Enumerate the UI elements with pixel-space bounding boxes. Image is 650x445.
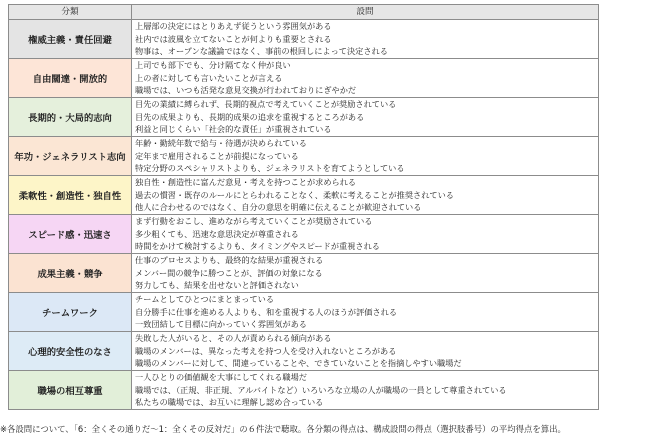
question-item: 目先の業績に縛られず、長期的視点で考えていくことが奨励されている bbox=[135, 99, 397, 109]
questions-cell bbox=[132, 20, 599, 59]
table-row bbox=[9, 371, 599, 410]
table-row bbox=[9, 215, 599, 254]
question-item: 仕事のプロセスよりも、最終的な結果が重視される bbox=[135, 255, 324, 265]
survey-table-container bbox=[8, 4, 598, 410]
header-questions: 設問 bbox=[132, 5, 599, 20]
questions-cell bbox=[132, 137, 599, 176]
question-item: まず行動をおこし、進めながら考えていくことが奨励されている bbox=[135, 216, 373, 226]
questions-cell bbox=[132, 176, 599, 215]
question-item: 努力しても、結果を出せないと評価されない bbox=[135, 280, 299, 291]
question-item: 多少粗くても、迅速な意思決定が尊重される bbox=[135, 228, 299, 239]
table-header-row bbox=[9, 5, 599, 20]
category-cell: チームワーク bbox=[9, 293, 132, 332]
question-item: 独自性・創造性に富んだ意見・考えを持つことが求められる bbox=[135, 177, 357, 187]
table-body bbox=[9, 20, 599, 410]
category-cell: 柔軟性・創造性・独自性 bbox=[9, 176, 132, 215]
category-cell: 自由闊達・開放的 bbox=[9, 59, 132, 98]
question-item: 定年まで雇用されることが前提になっている bbox=[135, 150, 299, 161]
table-row bbox=[9, 59, 599, 98]
table-row bbox=[9, 137, 599, 176]
table-row bbox=[9, 176, 599, 215]
table-row bbox=[9, 332, 599, 371]
questions-cell bbox=[132, 254, 599, 293]
question-item: 一致団結して目標に向かっていく雰囲気がある bbox=[135, 319, 307, 330]
questions-cell bbox=[132, 371, 599, 410]
question-item: 物事は、オープンな議論ではなく、事前の根回しによって決定される bbox=[135, 46, 388, 57]
question-item: 職場では、（正規、非正規、アルバイトなど）いろいろな立場の人が職場の一員として尊重されている bbox=[135, 384, 507, 395]
category-cell: 心理的安全性のなさ bbox=[9, 332, 132, 371]
table-row bbox=[9, 254, 599, 293]
questions-cell bbox=[132, 293, 599, 332]
question-item: 過去の慣習・既存のルールにとらわれることなく、柔軟に考えることが推奨されている bbox=[135, 189, 454, 200]
questions-cell bbox=[132, 59, 599, 98]
category-cell: 成果主義・競争 bbox=[9, 254, 132, 293]
question-item: メンバー間の競争に勝つことが、評価の対象になる bbox=[135, 267, 323, 278]
question-item: 職場のメンバーは、異なった考えを持つ人を受け入れないところがある bbox=[135, 345, 397, 356]
category-cell: 権威主義・責任回避 bbox=[9, 20, 132, 59]
category-cell: 職場の相互尊重 bbox=[9, 371, 132, 410]
question-item: 上司でも部下でも、分け隔てなく仲が良い bbox=[135, 60, 291, 70]
footnote: ※各設問について、「6：全くその通りだ〜1：全くその反対だ」の６件法で聴取。各分類の得点は、構成設問の得点（選択肢番号）の平均得点を算出。 bbox=[0, 424, 566, 434]
question-item: 職場のメンバーに対して、間違っていることや、できていないことを指摘しやすい職場だ bbox=[135, 358, 462, 369]
question-item: 年齢・勤続年数で給与・待遇が決められている bbox=[135, 138, 307, 148]
question-item: 他人に合わせるのではなく、自分の意思を明確に伝えることが歓迎されている bbox=[135, 202, 422, 213]
question-item: 一人ひとりの価値観を大事にしてくれる職場だ bbox=[135, 372, 307, 382]
table-row bbox=[9, 20, 599, 59]
question-item: 上層部の決定にはとりあえず従うという雰囲気がある bbox=[135, 21, 332, 31]
table-row bbox=[9, 98, 599, 137]
question-item: 職場では、いつも活発な意見交換が行われておりにぎやかだ bbox=[135, 85, 357, 96]
question-item: 自分勝手に仕事を進める人よりも、和を重視する人のほうが評価される bbox=[135, 306, 398, 317]
question-item: チームとしてひとつにまとまっている bbox=[135, 294, 275, 304]
question-item: 目先の成果よりも、長期的成果の追求を重視するところがある bbox=[135, 111, 365, 122]
category-cell: スピード感・迅速さ bbox=[9, 215, 132, 254]
survey-table bbox=[8, 4, 599, 410]
question-item: 社内では波風を立てないことが何よりも重要とされる bbox=[135, 33, 332, 44]
category-cell: 年功・ジェネラリスト志向 bbox=[9, 137, 132, 176]
question-item: 特定分野のスペシャリストよりも、ジェネラリストを育てようとしている bbox=[135, 163, 405, 174]
questions-cell bbox=[132, 98, 599, 137]
question-item: 上の者に対しても言いたいことが言える bbox=[135, 72, 283, 83]
question-item: 私たちの職場では、お互いに理解し認め合っている bbox=[135, 397, 324, 408]
question-item: 利益と同じくらい「社会的な責任」が重視されている bbox=[135, 124, 332, 135]
questions-cell bbox=[132, 332, 599, 371]
question-item: 失敗した人がいると、その人が責められる傾向がある bbox=[135, 333, 332, 343]
header-category: 分類 bbox=[9, 5, 132, 20]
category-cell: 長期的・大局的志向 bbox=[9, 98, 132, 137]
table-row bbox=[9, 293, 599, 332]
question-item: 時間をかけて検討するよりも、タイミングやスピードが重視される bbox=[135, 241, 380, 252]
questions-cell bbox=[132, 215, 599, 254]
